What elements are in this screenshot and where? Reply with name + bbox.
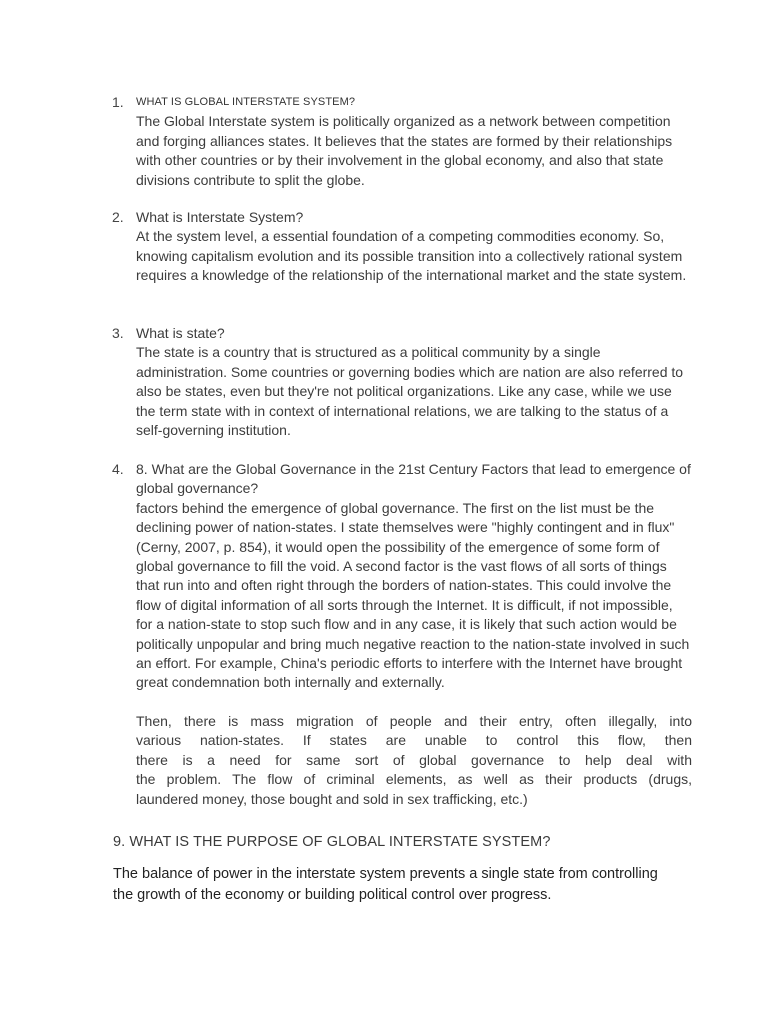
item-content — [136, 208, 692, 286]
item-content — [136, 93, 692, 190]
answer-2-line: Then, there is mass migration of people and their entry, often illegally, into — [136, 712, 692, 729]
answer-2-line: there is a need for same sort of global governance to help deal with — [136, 751, 692, 768]
item-number: 2. — [112, 209, 124, 225]
list-item-4 — [112, 460, 692, 809]
list-item-3 — [112, 324, 692, 440]
item-number: 3. — [112, 325, 124, 341]
section-heading: 9. WHAT IS THE PURPOSE OF GLOBAL INTERSTATE SYSTEM? — [113, 834, 551, 850]
item-content — [136, 324, 692, 440]
item-content — [136, 460, 692, 809]
item-answer: The Global Interstate system is politically organized as a network between competition and forging alliances states. It believes that the states are formed by their relationships with other countries or by their involvement in the global economy, and also that state divisions contribute to split the globe. — [136, 113, 673, 188]
item-question: 8. What are the Global Governance in the 21st Century Factors that lead to emergence of global governance? — [136, 461, 691, 497]
answer-2-line: various nation-states. If states are unable to control this flow, then — [136, 732, 692, 749]
item-question: What is state? — [136, 325, 225, 341]
item-answer-2 — [136, 712, 692, 809]
item-answer: factors behind the emergence of global governance. The first on the list must be the declining power of nation-states. I state themselves were "highly contingent and in flux" (Cerny, 2007, p. 854), it would open the possibility of the emergence of some form of global governance to fill the void. A second factor is the vast flows of all sorts of things that run into and often right through the borders of nation-states. This could involve the flow of digital information of all sorts through the Internet. It is difficult, if not impossible, for a nation-state to stop such flow and in any case, it is likely that such action would be politically unpopular and bring much negative reaction to the nation-state involved in such an effort. For example, China's periodic efforts to interfere with the Internet have brought great condemnation both internally and externally. — [136, 499, 690, 691]
item-question: WHAT IS GLOBAL INTERSTATE SYSTEM? — [136, 96, 356, 108]
list-item-2 — [112, 208, 692, 286]
paragraph-gap — [136, 693, 692, 712]
final-answer: The balance of power in the interstate system prevents a single state from controlling the growth of the economy or building political control over progress. — [113, 866, 658, 903]
answer-2-line: the problem. The flow of criminal elements, as well as their products (drugs, — [136, 771, 692, 788]
item-answer: At the system level, a essential foundation of a competing commodities economy. So, knowing capitalism evolution and its possible transition into a collectively rational system requires a knowledge of the relationship of the international market and the state system. — [136, 228, 687, 284]
item-number: 4. — [112, 461, 124, 477]
list-item-1 — [112, 93, 692, 190]
item-answer: The state is a country that is structured as a political community by a single administration. Some countries or governing bodies which are nation are also referred to also be states, even but they're not political organizations. Like any case, while we use the term state with in context of international relations, we are talking to the status of a self-governing institution. — [136, 344, 684, 439]
item-number: 1. — [112, 94, 124, 110]
answer-2-line: laundered money, those bought and sold in sex trafficking, etc.) — [136, 790, 528, 807]
item-question: What is Interstate System? — [136, 209, 304, 225]
